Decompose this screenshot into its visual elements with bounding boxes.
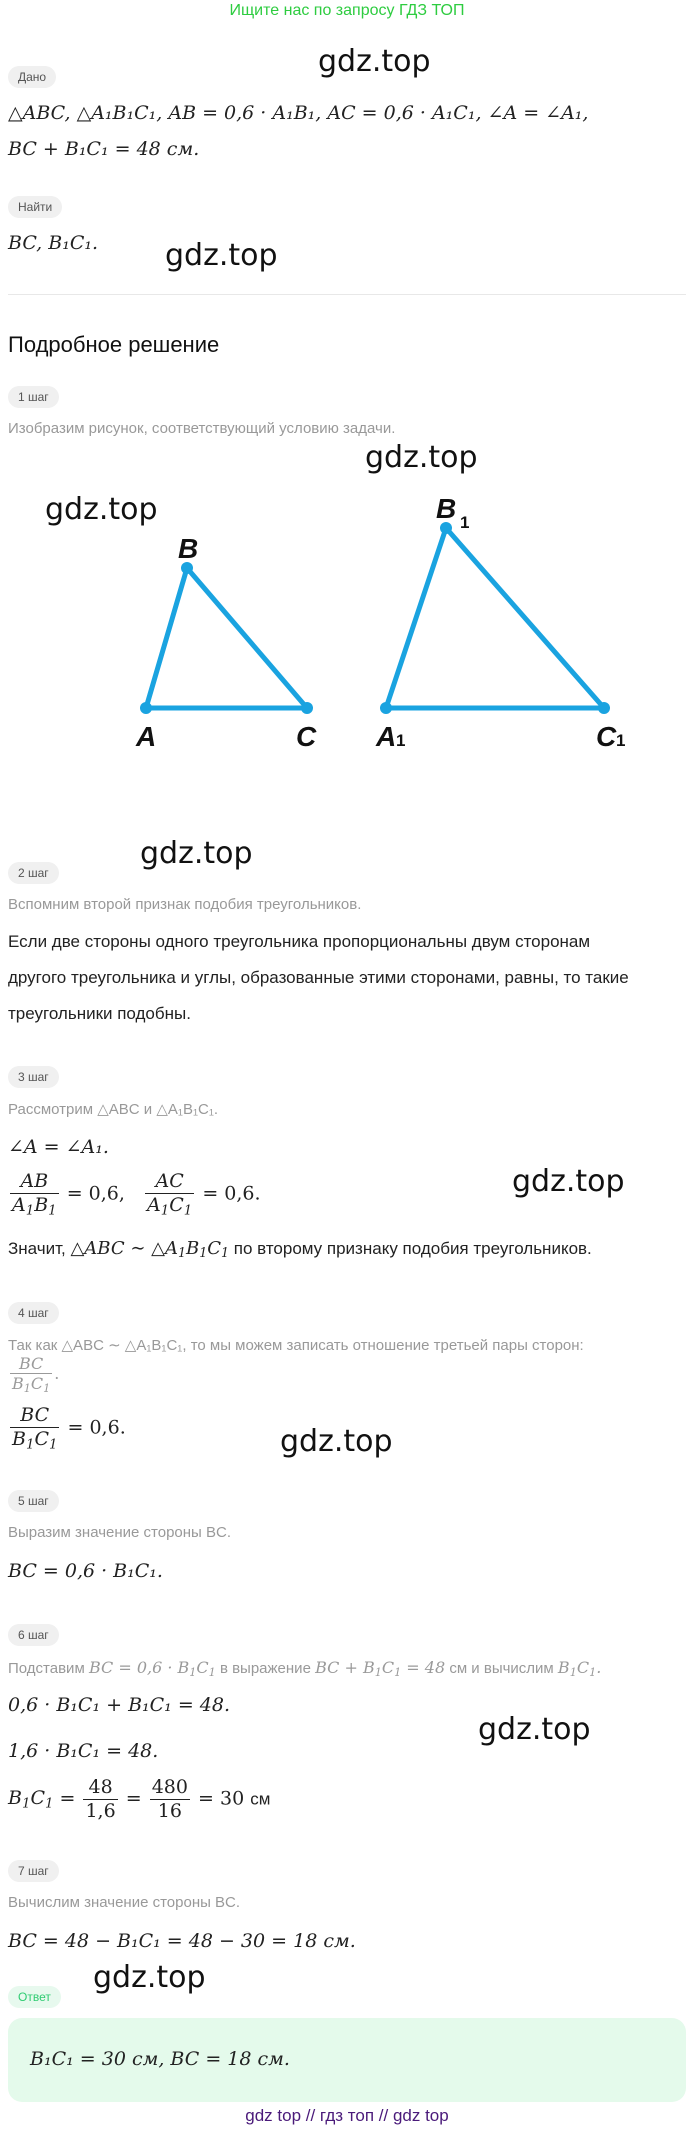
step-4-badge: 4 шаг [8, 1302, 59, 1324]
given-badge: Дано [8, 66, 56, 88]
step-6-line-2: 1,6 · B₁C₁ = 48. [8, 1740, 159, 1762]
label-b1-sub: 1 [460, 513, 470, 532]
step-3-text: Рассмотрим △ABC и △A₁B₁C₁. [8, 1101, 219, 1118]
label-b1: B [436, 493, 457, 524]
step-4-text: Так как △ABC ∼ △A₁B₁C₁, то мы можем записать отношение третьей пары сторон: [8, 1337, 584, 1354]
step-6-text: Подставим BC = $0,6 \cdot B_1C_1$ в выражение BC + $B_1C_1 = 48$ см и вычислим $B_1C_1$. [8, 1658, 602, 1679]
step-5-line: BC = 0,6 · B₁C₁. [8, 1560, 163, 1582]
watermark: gdz.top [165, 238, 278, 273]
step-2-body-3: треугольники подобны. [8, 1004, 191, 1023]
step-6-line-1: 0,6 · B₁C₁ + B₁C₁ = 48. [8, 1694, 231, 1716]
step-7-line: BC = 48 − B₁C₁ = 48 − 30 = 18 см. [8, 1930, 356, 1952]
answer-badge: Ответ [8, 1986, 61, 2008]
step-2-text: Вспомним второй признак подобия треугольников. [8, 896, 362, 913]
watermark: gdz.top [318, 44, 431, 79]
label-a: A [136, 721, 157, 752]
step-3-badge: 3 шаг [8, 1066, 59, 1088]
given-line-2: BC + B₁C₁ = 48 см. [8, 138, 200, 160]
step-2-body-2: другого треугольника и углы, образованные этими сторонами, равны, то такие [8, 968, 629, 987]
step-1-badge: 1 шаг [8, 386, 59, 408]
label-a1-sub: 1 [396, 731, 406, 750]
step-5-text: Выразим значение стороны BC. [8, 1524, 232, 1541]
watermark: gdz.top [45, 492, 158, 527]
triangles-figure [0, 470, 694, 770]
step-7-text: Вычислим значение стороны BC. [8, 1894, 241, 1911]
watermark: gdz.top [140, 836, 253, 871]
watermark: gdz.top [93, 1960, 206, 1995]
step-2-badge: 2 шаг [8, 862, 59, 884]
step-4-ratio: $\frac{BC}{B_1C_1}$ = 0,6. [12, 1404, 126, 1453]
step-7-badge: 7 шаг [8, 1860, 59, 1882]
step-6-badge: 6 шаг [8, 1624, 59, 1646]
step-6-line-3: $B_1C_1$ = $\frac{48}{1,6}$ = $\frac{480}{16}$ = 30 см [8, 1776, 271, 1822]
find-badge: Найти [8, 196, 62, 218]
step-1-text: Изобразим рисунок, соответствующий условию задачи. [8, 420, 396, 437]
label-c1: C [596, 721, 617, 752]
triangle-a1b1c1 [380, 522, 610, 714]
triangle-abc [140, 562, 313, 714]
step-4-fraction-grey: $\frac{BC}{B_1C_1}$ . [12, 1354, 60, 1395]
label-c1-sub: 1 [616, 731, 626, 750]
answer-line: B₁C₁ = 30 см, BC = 18 см. [30, 2048, 290, 2070]
solution-title: Подробное решение [8, 332, 220, 357]
step-3-conclusion: Значит, △ABC ∼ $\triangle A_1B_1C_1$ по второму признаку подобия треугольников. [8, 1238, 592, 1261]
find-line: BC, B₁C₁. [8, 232, 99, 254]
footer-links[interactable]: gdz top // гдз топ // gdz top [245, 2106, 449, 2125]
step-3-line-1: ∠A = ∠A₁. [8, 1136, 109, 1158]
label-b: B [178, 533, 199, 564]
watermark: gdz.top [512, 1164, 625, 1199]
step-3-ratios: $\frac{AB}{A_1B_1}$ = 0,6, $\frac{AC}{A_1C_1}$ = 0,6. [12, 1170, 261, 1219]
watermark: gdz.top [478, 1712, 591, 1747]
label-a1: A [376, 721, 397, 752]
watermark: gdz.top [280, 1424, 393, 1459]
step-2-body-1: Если две стороны одного треугольника пропорциональны двум сторонам [8, 932, 591, 951]
top-banner[interactable]: Ищите нас по запросу ГДЗ ТОП [229, 2, 465, 19]
step-5-badge: 5 шаг [8, 1490, 59, 1512]
given-line-1: △ABC, △A₁B₁C₁, AB = 0,6 · A₁B₁, AC = 0,6 · A₁C₁, ∠A = ∠A₁, [8, 102, 589, 124]
watermark: gdz.top [365, 440, 478, 475]
divider [8, 294, 686, 295]
label-c: C [296, 721, 317, 752]
